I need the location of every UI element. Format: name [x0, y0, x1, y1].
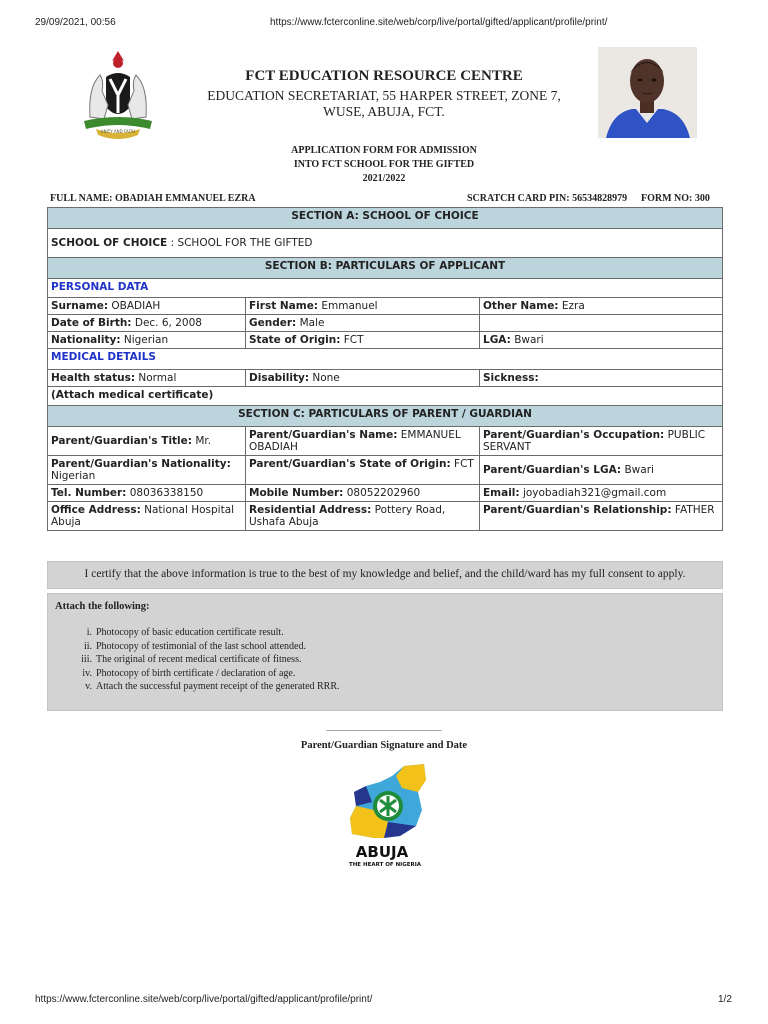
guardian-lga-label: Parent/Guardian's LGA: — [483, 464, 622, 476]
mobile-cell — [246, 485, 480, 502]
form-number: FORM NO: 300 — [641, 193, 710, 204]
empty-cell — [480, 315, 723, 332]
dob-value: Dec. 6, 2008 — [134, 317, 202, 329]
state-label: State of Origin: — [249, 334, 341, 346]
disability-label: Disability: — [249, 372, 310, 384]
residential-address-cell — [246, 502, 480, 531]
gender-value: Male — [299, 317, 325, 329]
list-item-number: iii. — [81, 654, 92, 665]
guardian-nationality-cell — [48, 456, 246, 485]
guardian-occupation-value: PUBLIC SERVANT — [483, 429, 706, 453]
health-label: Health status: — [51, 372, 136, 384]
surname-label: Surname: — [51, 300, 109, 312]
surname-cell — [48, 298, 246, 315]
tel-value: 08036338150 — [129, 487, 204, 499]
mobile-label: Mobile Number: — [249, 487, 344, 499]
health-value: Normal — [138, 372, 177, 384]
gender-cell — [246, 315, 480, 332]
guardian-occupation-label: Parent/Guardian's Occupation: — [483, 429, 665, 441]
attachments-heading: Attach the following: — [55, 601, 150, 612]
guardian-title-value: Mr. — [195, 435, 212, 447]
applicant-photo — [598, 47, 697, 138]
guardian-nationality-value: Nigerian — [51, 470, 96, 482]
mobile-value: 08052202960 — [346, 487, 421, 499]
section-a-heading: SECTION A: SCHOOL OF CHOICE — [48, 208, 723, 229]
list-item-text: Photocopy of birth certificate / declaration of age. — [96, 667, 296, 679]
lga-value: Bwari — [514, 334, 544, 346]
guardian-nationality-label: Parent/Guardian's Nationality: — [51, 458, 231, 470]
firstname-label: First Name: — [249, 300, 319, 312]
personal-data-heading: PERSONAL DATA — [48, 279, 723, 298]
abuja-logo-name: ABUJA — [355, 843, 409, 861]
school-of-choice-label: SCHOOL OF CHOICE — [51, 237, 168, 249]
crest-motto: UNITY AND FAITH — [100, 129, 136, 134]
attachments-list — [48, 626, 340, 694]
school-of-choice-value: : SCHOOL FOR THE GIFTED — [170, 237, 313, 249]
disability-value: None — [312, 372, 340, 384]
state-value: FCT — [343, 334, 364, 346]
list-item-number: iv. — [82, 667, 92, 679]
relationship-value: FATHER — [674, 504, 715, 516]
residential-address-value: Pottery Road, Ushafa Abuja — [249, 504, 446, 528]
nationality-label: Nationality: — [51, 334, 121, 346]
print-datetime: 29/09/2021, 00:56 — [35, 17, 116, 28]
signature-label: Parent/Guardian Signature and Date — [300, 740, 468, 751]
lga-label: LGA: — [483, 334, 511, 346]
health-cell — [48, 370, 246, 387]
abuja-logo-tagline: THE HEART OF NIGERIA — [348, 862, 422, 868]
guardian-occupation-cell — [480, 427, 723, 456]
guardian-state-cell — [246, 456, 480, 485]
list-item-number: i. — [86, 627, 92, 638]
list-item — [48, 667, 340, 681]
attachments-panel — [47, 593, 723, 711]
school-of-choice-row — [48, 229, 723, 258]
dob-label: Date of Birth: — [51, 317, 132, 329]
list-item — [48, 680, 340, 694]
guardian-title-label: Parent/Guardian's Title: — [51, 435, 192, 447]
guardian-state-label: Parent/Guardian's State of Origin: — [249, 458, 451, 470]
form-session: 2021/2022 — [362, 173, 406, 184]
list-item-text: Attach the successful payment receipt of the generated RRR. — [96, 681, 340, 692]
attach-medical-note: (Attach medical certificate) — [48, 387, 723, 406]
guardian-state-value: FCT — [454, 458, 474, 470]
email-cell — [480, 485, 723, 502]
application-form-table — [47, 207, 723, 531]
firstname-value: Emmanuel — [321, 300, 378, 312]
list-item-text: Photocopy of testimonial of the last school attended. — [96, 640, 306, 652]
dob-cell — [48, 315, 246, 332]
list-item-text: Photocopy of basic education certificate result. — [96, 627, 284, 638]
disability-cell — [246, 370, 480, 387]
email-label: Email: — [483, 487, 520, 499]
list-item-text: The original of recent medical certificate of fitness. — [96, 654, 302, 665]
guardian-title-cell — [48, 427, 246, 456]
print-page-number: 1/2 — [718, 994, 732, 1005]
guardian-name-value: EMMANUEL OBADIAH — [249, 429, 461, 453]
applicant-full-name: FULL NAME: OBADIAH EMMANUEL EZRA — [50, 193, 256, 204]
certification-text: I certify that the above information is true to the best of my knowledge and belief, and the child/ward has my full consent to apply. — [84, 568, 686, 580]
tel-label: Tel. Number: — [51, 487, 127, 499]
firstname-cell — [246, 298, 480, 315]
guardian-name-cell — [246, 427, 480, 456]
gender-label: Gender: — [249, 317, 297, 329]
section-b-heading: SECTION B: PARTICULARS OF APPLICANT — [48, 258, 723, 279]
list-item — [48, 626, 340, 640]
form-title-line1: APPLICATION FORM FOR ADMISSION — [291, 145, 477, 156]
list-item-number: ii. — [83, 640, 92, 652]
scratch-card-pin: SCRATCH CARD PIN: 56534828979 — [467, 193, 628, 204]
surname-value: OBADIAH — [111, 300, 161, 312]
org-name: FCT EDUCATION RESOURCE CENTRE — [245, 68, 523, 84]
guardian-lga-cell — [480, 456, 723, 485]
relationship-cell — [480, 502, 723, 531]
certification-panel — [47, 561, 723, 589]
nationality-cell — [48, 332, 246, 349]
form-title-line2: INTO FCT SCHOOL FOR THE GIFTED — [293, 159, 475, 170]
tel-cell — [48, 485, 246, 502]
sickness-label: Sickness: — [483, 372, 539, 384]
lga-cell — [480, 332, 723, 349]
abuja-map-logo-icon — [344, 762, 430, 840]
nationality-value: Nigerian — [123, 334, 169, 346]
guardian-lga-value: Bwari — [624, 464, 654, 476]
list-item — [48, 653, 340, 667]
list-item-number: v. — [85, 681, 92, 692]
org-address-line1: EDUCATION SECRETARIAT, 55 HARPER STREET, ZONE 7, — [207, 88, 561, 103]
email-value: joyobadiah321@gmail.com — [522, 487, 667, 499]
signature-line: .......................................................... — [326, 724, 442, 733]
list-item — [48, 640, 340, 654]
guardian-name-label: Parent/Guardian's Name: — [249, 429, 398, 441]
org-address-line2: WUSE, ABUJA, FCT. — [323, 104, 445, 119]
othername-value: Ezra — [561, 300, 585, 312]
print-url-top: https://www.fcterconline.site/web/corp/live/portal/gifted/applicant/profile/print/ — [270, 17, 608, 28]
state-cell — [246, 332, 480, 349]
relationship-label: Parent/Guardian's Relationship: — [483, 504, 672, 516]
residential-address-label: Residential Address: — [249, 504, 372, 516]
othername-cell — [480, 298, 723, 315]
print-url-bottom: https://www.fcterconline.site/web/corp/live/portal/gifted/applicant/profile/print/ — [35, 994, 373, 1005]
medical-details-heading: MEDICAL DETAILS — [48, 349, 723, 370]
office-address-label: Office Address: — [51, 504, 141, 516]
office-address-cell — [48, 502, 246, 531]
sickness-cell — [480, 370, 723, 387]
othername-label: Other Name: — [483, 300, 559, 312]
section-c-heading: SECTION C: PARTICULARS OF PARENT / GUARDIAN — [48, 406, 723, 427]
office-address-value: National Hospital Abuja — [51, 504, 235, 528]
